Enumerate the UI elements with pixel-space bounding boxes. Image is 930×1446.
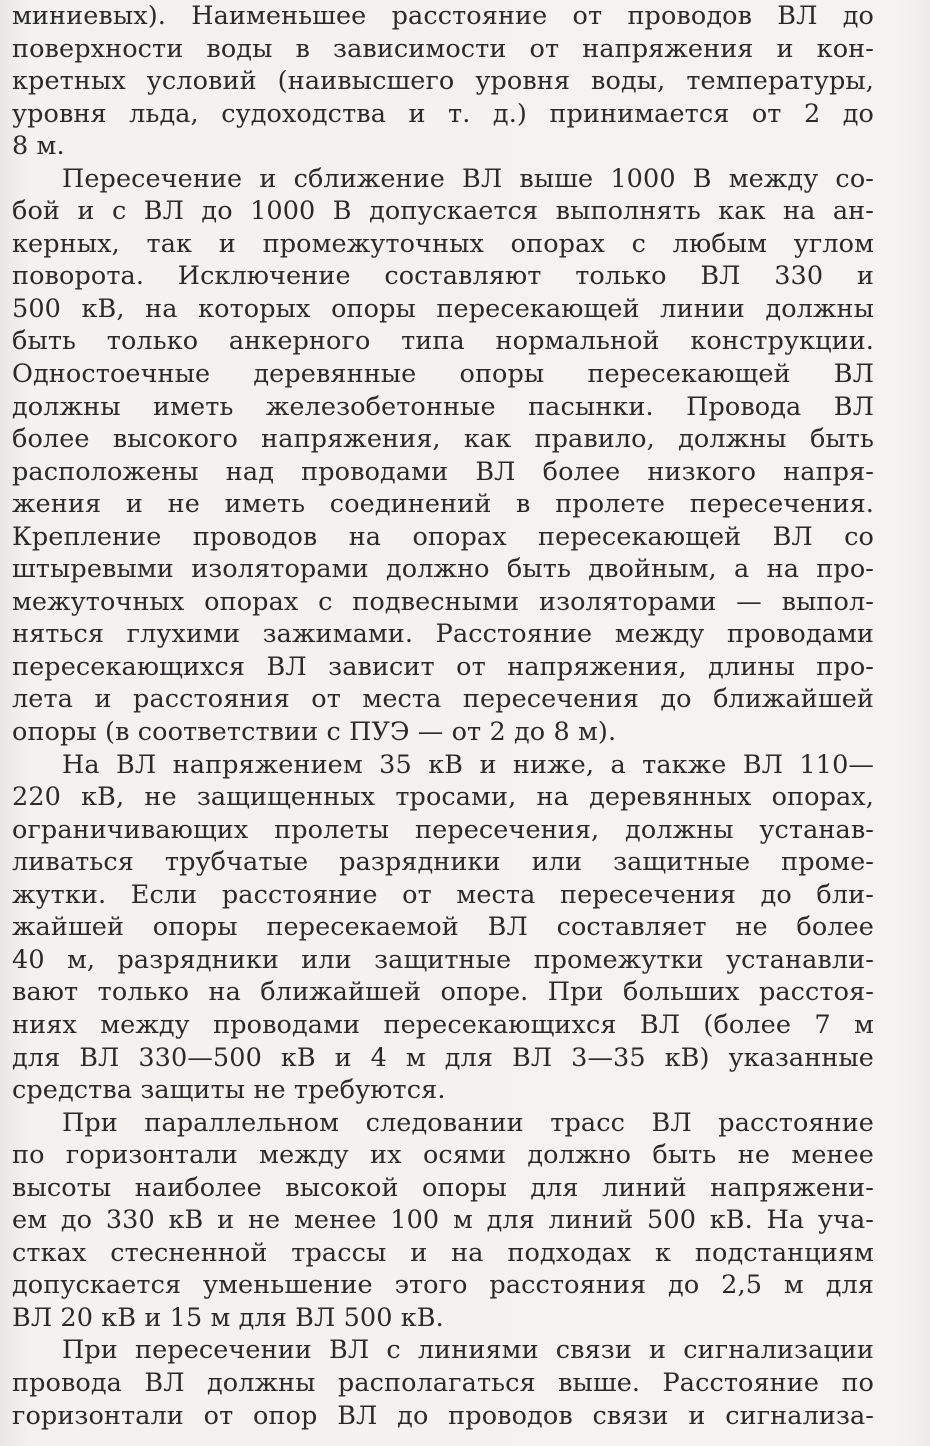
text-line: поверхности воды в зависимости от напряжения и кон- (12, 33, 874, 64)
text-line: ливаться трубчатые разрядники или защитные проме- (12, 847, 874, 878)
text-line: межуточных опорах с подвесными изоляторами — выпол- (12, 586, 874, 617)
text-line: горизонтали от опор ВЛ до проводов связи и сигнализа- (12, 1400, 874, 1431)
text-line: Одностоечные деревянные опоры пересекающей ВЛ (12, 359, 874, 390)
text-line: ограничивающих пролеты пересечения, должны устанав- (12, 814, 874, 845)
text-line: 8 м. (12, 131, 65, 162)
text-line: поворота. Исключение составляют только ВЛ 330 и (12, 261, 874, 292)
text-line: На ВЛ напряжением 35 кВ и ниже, а также ВЛ 110— (62, 749, 874, 780)
paragraph (12, 163, 874, 749)
page-body-text (12, 0, 874, 1432)
text-line: бой и с ВЛ до 1000 В допускается выполнять как на ан- (12, 196, 874, 227)
paragraph (12, 1107, 874, 1335)
text-line: лета и расстояния от места пересечения до ближайшей (12, 684, 874, 715)
text-line: уровня льда, судоходства и т. д.) принимается от 2 до (12, 98, 874, 129)
text-line: кретных условий (наивысшего уровня воды, температуры, (12, 66, 874, 97)
text-line: жайшей опоры пересекаемой ВЛ составляет не более (12, 912, 874, 943)
text-line: 500 кВ, на которых опоры пересекающей линии должны (12, 293, 874, 324)
text-line: ем до 330 кВ и не менее 100 м для линий 500 кВ. На уча- (12, 1205, 874, 1236)
text-line: по горизонтали между их осями должно быть не менее (12, 1140, 874, 1171)
text-line: штыревыми изоляторами должно быть двойным, а на про- (12, 554, 874, 585)
text-line: няться глухими зажимами. Расстояние между проводами (12, 619, 874, 650)
text-line: допускается уменьшение этого расстояния до 2,5 м для (12, 1270, 874, 1301)
text-line: Крепление проводов на опорах пересекающей ВЛ со (12, 521, 874, 552)
text-line: жения и не иметь соединений в пролете пересечения. (12, 489, 874, 520)
text-line: быть только анкерного типа нормальной конструкции. (12, 326, 874, 357)
paragraph (12, 1334, 874, 1432)
text-line: ВЛ 20 кВ и 15 м для ВЛ 500 кВ. (12, 1302, 444, 1333)
paragraph (12, 0, 874, 163)
text-line: жутки. Если расстояние от места пересечения до бли- (12, 879, 874, 910)
text-line: 220 кВ, не защищенных тросами, на деревянных опорах, (12, 782, 874, 813)
text-line: опоры (в соответствии с ПУЭ — от 2 до 8 м). (12, 717, 617, 748)
text-line: При пересечении ВЛ с линиями связи и сигнализации (62, 1335, 874, 1366)
text-line: расположены над проводами ВЛ более низкого напря- (12, 456, 874, 487)
text-line: ниях между проводами пересекающихся ВЛ (более 7 м (12, 1009, 874, 1040)
text-line: средства защиты не требуются. (12, 1075, 446, 1106)
text-line: Пересечение и сближение ВЛ выше 1000 В между со- (62, 163, 874, 194)
text-line: миниевых). Наименьшее расстояние от проводов ВЛ до (12, 1, 874, 31)
text-line: При параллельном следовании трасс ВЛ расстояние (62, 1107, 874, 1138)
paragraph (12, 749, 874, 1107)
text-line: высоты наиболее высокой опоры для линий напряжени- (12, 1172, 874, 1203)
text-line: стках стесненной трассы и на подходах к подстанциям (12, 1237, 874, 1268)
text-line: провода ВЛ должны располагаться выше. Расстояние по (12, 1367, 874, 1398)
text-line: пересекающихся ВЛ зависит от напряжения, длины про- (12, 651, 874, 682)
text-line: для ВЛ 330—500 кВ и 4 м для ВЛ 3—35 кВ) указанные (12, 1042, 874, 1073)
text-line: должны иметь железобетонные пасынки. Провода ВЛ (12, 391, 874, 422)
text-line: вают только на ближайшей опоре. При больших расстоя- (12, 977, 874, 1008)
text-line: 40 м, разрядники или защитные промежутки устанавли- (12, 944, 874, 975)
text-line: более высокого напряжения, как правило, должны быть (12, 424, 874, 455)
text-line: керных, так и промежуточных опорах с любым углом (12, 228, 874, 259)
